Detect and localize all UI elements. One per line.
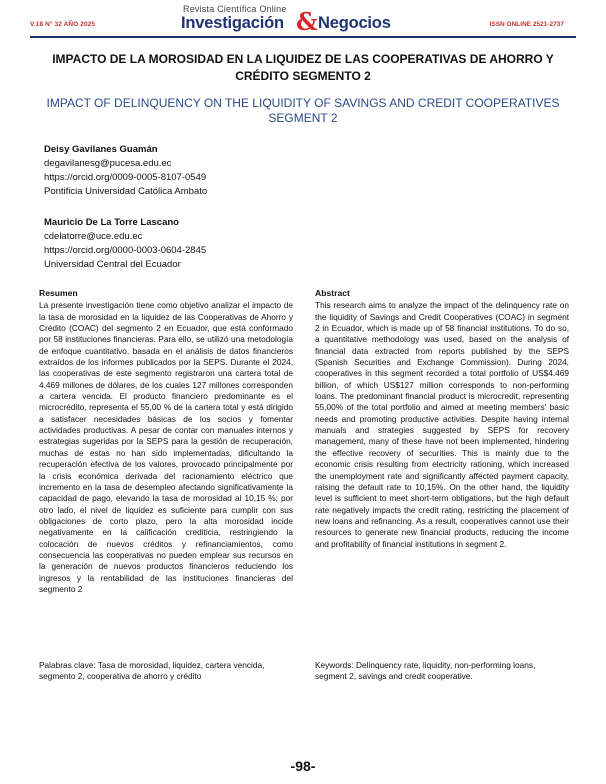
resumen-section [39,288,293,595]
abstract-text: This research aims to analyze the impact of the delinquency rate on the liquidity of Savings and Credit Cooperatives (COAC) in segment 2 in Ecuador, which is made up of 58 financial institutions. To do so, a quantitative methodology was used, based on the analysis of financial data extracted from reports published by the SEPS (Spanish Securities and Exchange Commission). During 2024, cooperatives in this segment recorded a total portfolio of US$4.469 billion, of which US$127 million corresponds to non-performing loans. The predominant financial product is microcredit, representing 55,00% of the total portfolio and aimed at meeting members' basic needs and promoting productive activities. Despite having internal manuals and strategies suggested by SEPS for recovery management, many of these have not been implemented, hindering the effective recovery of securities. This is mainly due to the economic crisis resulting from electricity rationing, which increased the unemployment rate and significantly affected payment capacity, raising the default rate to 10,15%. On the other hand, the liquidity level is sufficient to meet short-term obligations, but the high default rate negatively impacts the credit rating, restricting the placement of new loans and refinancing. As a result, cooperatives cannot use their resources to generate new financial products, reducing the income and profitability of financial institutions in segment 2. [315,300,569,549]
author-block-1 [44,143,207,199]
issn-info: ISSN ONLINE 2521-2737 [489,21,564,28]
author-orcid[interactable]: https://orcid.org/0000-0003-0604-2845 [44,245,207,256]
author-affiliation: Pontificia Universidad Católica Ambato [44,186,208,197]
page-number: -98- [290,758,316,774]
author-orcid[interactable]: https://orcid.org/0009-0005-8107-0549 [44,172,207,183]
author-block-2 [44,216,206,272]
journal-logo [181,4,431,38]
keywords: Keywords: Delinquency rate, liquidity, non-performing loans, segment 2, savings and credit cooperative. [315,660,536,682]
journal-name-part-a: Investigación [181,14,284,32]
palabras-clave: Palabras clave: Tasa de morosidad, liquidez, cartera vencida, segmento 2, cooperativa de ahorro y crédito [39,660,265,682]
resumen-text: La presente investigación tiene como objetivo analizar el impacto de la tasa de morosidad en la liquidez de las Cooperativas de Ahorro y Crédito (COAC) del segmento 2 en Ecuador, que está conformado por 58 instituciones financieras. Para ello, se utilizó una metodología de enfoque cuantitativo, basada en el análisis de datos financieros extraídos de los informes publicados por la SEPS. Durante el 2024, las cooperativas de este segmento registraron una cartera total de 4.469 millones de dólares, de los cuales 127 millones corresponden a cartera vencida. El producto financiero predominante es el microcrédito, representa el 55,00 % de la cartera total y está dirigido a satisfacer necesidades básicas de los socios y fomentar actividades productivas. A pesar de contar con manuales internos y estrategias sugeridas por la SEPS para la gestión de recuperación, muchas de estas no han sido implementadas, dificultando la recuperación efectiva de los valores, provocado principalmente por la crisis económica derivada del racionamiento eléctrico que incremento en la tasa de desempleo afectando significativamente la capacidad de pago, elevando la tasa de morosidad al 10,15 %; por otro lado, el nivel de liquidez es suficiente para cumplir con sus obligaciones de corto plazo, pero la alta morosidad incide negativamente en la calificación crediticia, restringiendo la colocación de nuevos créditos y refinanciamientos, como consecuencia las cooperativas no pueden emplear sus recursos en la generación de nuevos productos financieros reduciendo los ingresos y la rentabilidad de las instituciones financieras del segmento 2 [39,300,293,594]
journal-name-part-b: Negocios [318,14,391,32]
author-email[interactable]: degavilanesg@pucesa.edu.ec [44,158,172,169]
resumen-heading: Resumen [39,288,78,298]
author-affiliation: Universidad Central del Ecuador [44,259,181,270]
author-email[interactable]: cdelatorre@uce.edu.ec [44,231,143,242]
journal-kicker: Revista Científica Online [183,4,287,14]
abstract-section [315,288,569,550]
header-divider [30,36,576,38]
author-name: Deisy Gavilanes Guamán [44,144,158,155]
article-title-english: IMPACT OF DELINQUENCY ON THE LIQUIDITY OF SAVINGS AND CREDIT COOPERATIVES SEGMENT 2 [46,96,560,125]
author-name: Mauricio De La Torre Lascano [44,217,179,228]
abstract-heading: Abstract [315,288,350,298]
volume-info: V.18 N° 32 AÑO 2025 [30,21,96,28]
ampersand-logo-mark: & [296,7,318,36]
article-title-spanish: IMPACTO DE LA MOROSIDAD EN LA LIQUIDEZ DE LAS COOPERATIVAS DE AHORRO Y CRÉDITO SEGMENTO 2 [52,52,554,83]
